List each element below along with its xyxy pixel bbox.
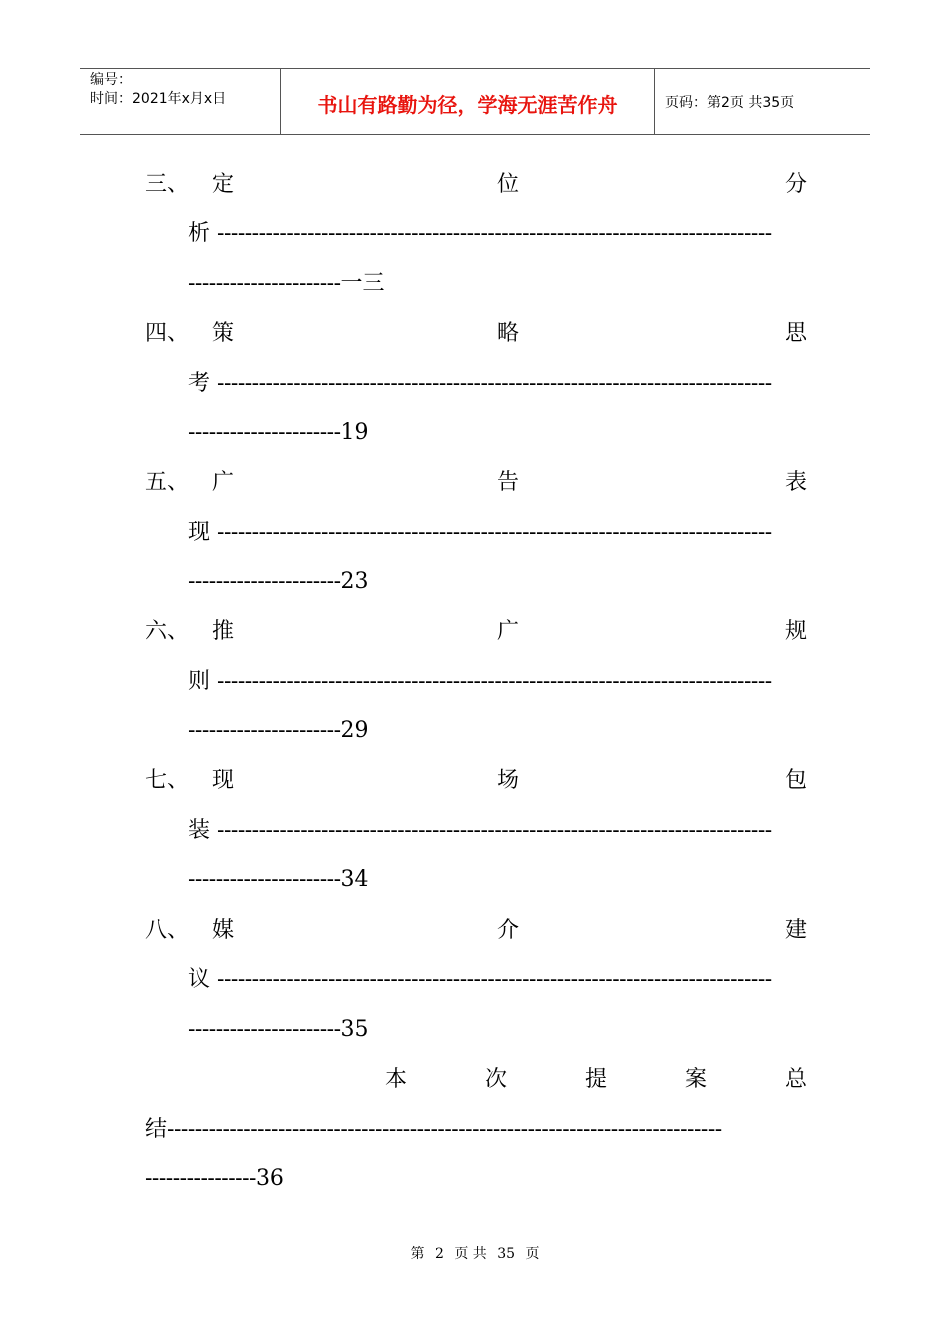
footer-text: 页 共 — [454, 1246, 487, 1262]
toc-entry-heading — [145, 170, 807, 200]
toc-entry-char: 思 — [784, 321, 807, 346]
footer-page-number: 2 — [434, 1246, 444, 1262]
toc-entry-char: 广 — [497, 619, 520, 644]
dot-leader: -------------------------------------------------------------------------------- — [217, 818, 772, 843]
page-header — [80, 68, 870, 135]
toc-entry-page-line — [188, 1015, 369, 1045]
toc-entry-char: 略 — [497, 321, 520, 346]
toc-summary-char: 次 — [485, 1067, 508, 1092]
toc-entry-number: 五、 — [145, 470, 190, 495]
toc-entry-heading — [145, 766, 807, 796]
page-footer — [0, 1243, 950, 1263]
dot-leader: -------------------------------------------------------------------------------- — [217, 669, 772, 694]
toc-entry-char: 媒 — [212, 918, 235, 943]
toc-entry-page-line — [188, 865, 369, 895]
toc-entry-page-line — [188, 716, 369, 746]
dot-leader: ---------------- — [145, 1166, 256, 1191]
dot-leader: -------------------------------------------------------------------------------- — [217, 371, 772, 396]
toc-entry-page: 35 — [340, 1017, 369, 1042]
toc-summary-page-line — [145, 1164, 284, 1194]
dot-leader: ---------------------- — [188, 569, 341, 594]
dot-leader: -------------------------------------------------------------------------------- — [217, 967, 772, 992]
toc-entry-leader-line — [188, 816, 807, 846]
toc-entry-number: 三、 — [145, 172, 190, 197]
header-number-label: 编号： — [90, 72, 132, 88]
toc-entry-number: 四、 — [145, 321, 190, 346]
toc-entry-char: 议 — [188, 967, 211, 992]
toc-entry-page: 一三 — [340, 271, 385, 296]
header-meta — [80, 69, 281, 134]
toc-entry-page: 34 — [340, 867, 369, 892]
toc-entry-char: 则 — [188, 669, 211, 694]
toc-entry-page-line — [188, 567, 369, 597]
footer-text: 第 — [410, 1246, 425, 1262]
dot-leader: ---------------------- — [188, 420, 341, 445]
toc-entry-leader-line — [188, 518, 807, 548]
dot-leader: ---------------------- — [188, 867, 341, 892]
dot-leader: -------------------------------------------------------------------------------- — [217, 221, 772, 246]
toc-entry-char: 现 — [188, 520, 211, 545]
toc-entry-leader-line — [188, 219, 807, 249]
toc-entry-char: 规 — [784, 619, 807, 644]
toc-entry-heading — [145, 319, 807, 349]
dot-leader: ---------------------- — [188, 1017, 341, 1042]
dot-leader: ---------------------- — [188, 271, 341, 296]
toc-entry-char: 推 — [212, 619, 235, 644]
toc-summary-leader-line — [145, 1115, 807, 1145]
toc-entry-heading — [145, 617, 807, 647]
toc-entry-char: 策 — [212, 321, 235, 346]
toc-entry-char: 定 — [212, 172, 235, 197]
toc-entry-leader-line — [188, 667, 807, 697]
toc-entry-char: 包 — [784, 768, 807, 793]
dot-leader: ---------------------- — [188, 718, 341, 743]
toc-entry-page-line — [188, 269, 385, 299]
toc-entry-char: 表 — [784, 470, 807, 495]
toc-summary-heading — [145, 1065, 807, 1095]
toc-entry-heading — [145, 916, 807, 946]
header-motto: 书山有路勤为径，学海无涯苦作舟 — [281, 69, 655, 134]
footer-text: 页 — [525, 1246, 540, 1262]
toc-summary-char: 案 — [685, 1067, 708, 1092]
toc-entry-number: 七、 — [145, 768, 190, 793]
toc-entry-heading — [145, 468, 807, 498]
toc-entry-char: 建 — [784, 918, 807, 943]
toc-entry-char: 现 — [212, 768, 235, 793]
toc-entry-page: 29 — [340, 718, 369, 743]
toc-entry-leader-line — [188, 965, 807, 995]
toc-entry-char: 介 — [497, 918, 520, 943]
toc-entry-char: 场 — [497, 768, 520, 793]
toc-entry-number: 八、 — [145, 918, 190, 943]
toc-summary-char: 结 — [145, 1117, 168, 1142]
toc-entry-char: 告 — [497, 470, 520, 495]
toc-summary-page: 36 — [255, 1166, 284, 1191]
toc-entry-page: 23 — [340, 569, 369, 594]
toc-entry-char: 位 — [497, 172, 520, 197]
toc-entry-number: 六、 — [145, 619, 190, 644]
toc-summary-char: 本 — [385, 1067, 408, 1092]
toc-entry-char: 析 — [188, 221, 211, 246]
toc-entry-page-line — [188, 418, 369, 448]
dot-leader: -------------------------------------------------------------------------------- — [167, 1117, 722, 1142]
dot-leader: -------------------------------------------------------------------------------- — [217, 520, 772, 545]
toc-entry-char: 广 — [212, 470, 235, 495]
header-page-info: 页码：第2页 共35页 — [665, 94, 795, 111]
toc-summary-char: 提 — [585, 1067, 608, 1092]
toc-entry-leader-line — [188, 369, 807, 399]
toc-summary-char: 总 — [784, 1067, 807, 1092]
header-time-label: 时间：2021年x月x日 — [90, 91, 227, 107]
footer-page-total: 35 — [497, 1246, 516, 1262]
toc-entry-char: 装 — [188, 818, 211, 843]
toc-entry-char: 分 — [784, 172, 807, 197]
toc-entry-char: 考 — [188, 371, 211, 396]
toc-entry-page: 19 — [340, 420, 369, 445]
